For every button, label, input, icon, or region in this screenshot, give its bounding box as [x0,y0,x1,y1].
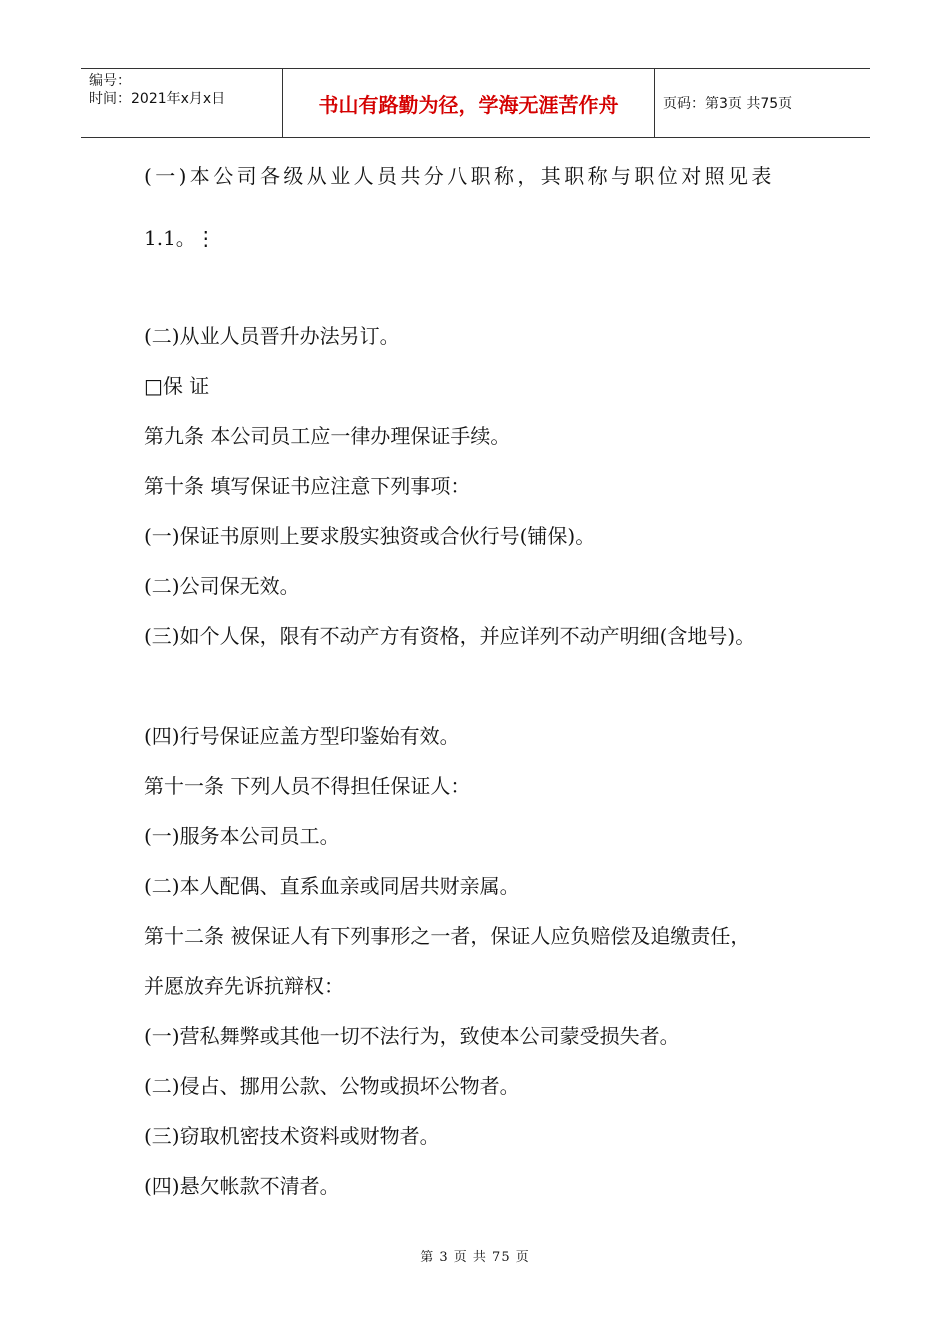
paragraph: 第十条 填写保证书应注意下列事项： [144,474,471,498]
paragraph: (二)从业人员晋升办法另订。 [144,324,400,348]
paragraph: (二)公司保无效。 [144,574,300,598]
paragraph: (一)本公司各级从业人员共分八职称，其职称与职位对照见表 [144,164,775,188]
paragraph: 并愿放弃先诉抗辩权： [144,974,344,998]
section-heading: □保 证 [144,374,210,398]
header-motto: 书山有路勤为径，学海无涯苦作舟 [283,69,655,137]
paragraph: (四)行号保证应盖方型印鉴始有效。 [144,724,460,748]
paragraph: (三)如个人保，限有不动产方有资格，并应详列不动产明细(含地号)。 [144,624,756,648]
paragraph: 1.1。⋮ [144,226,216,250]
page-footer: 第 3 页 共 75 页 [420,1250,530,1265]
paragraph: (一)营私舞弊或其他一切不法行为，致使本公司蒙受损失者。 [144,1024,680,1048]
paragraph: (二)侵占、挪用公款、公物或损坏公物者。 [144,1074,520,1098]
paragraph: 第九条 本公司员工应一律办理保证手续。 [144,424,511,448]
paragraph: 第十二条 被保证人有下列事形之一者，保证人应负赔偿及追缴责任， [144,924,751,948]
paragraph: 第十一条 下列人员不得担任保证人： [144,774,471,798]
page-header [81,68,870,138]
paragraph: (二)本人配偶、直系血亲或同居共财亲属。 [144,874,520,898]
paragraph: (四)悬欠帐款不清者。 [144,1174,340,1198]
paragraph: (一)服务本公司员工。 [144,824,340,848]
document-number-label: 编号： [89,73,131,89]
paragraph: (三)窃取机密技术资料或财物者。 [144,1124,440,1148]
header-page-indicator: 页码：第3页 共75页 [663,96,793,112]
document-date-label: 时间：2021年x月x日 [89,91,226,107]
paragraph: (一)保证书原则上要求殷实独资或合伙行号(铺保)。 [144,524,596,548]
header-meta [81,69,283,137]
